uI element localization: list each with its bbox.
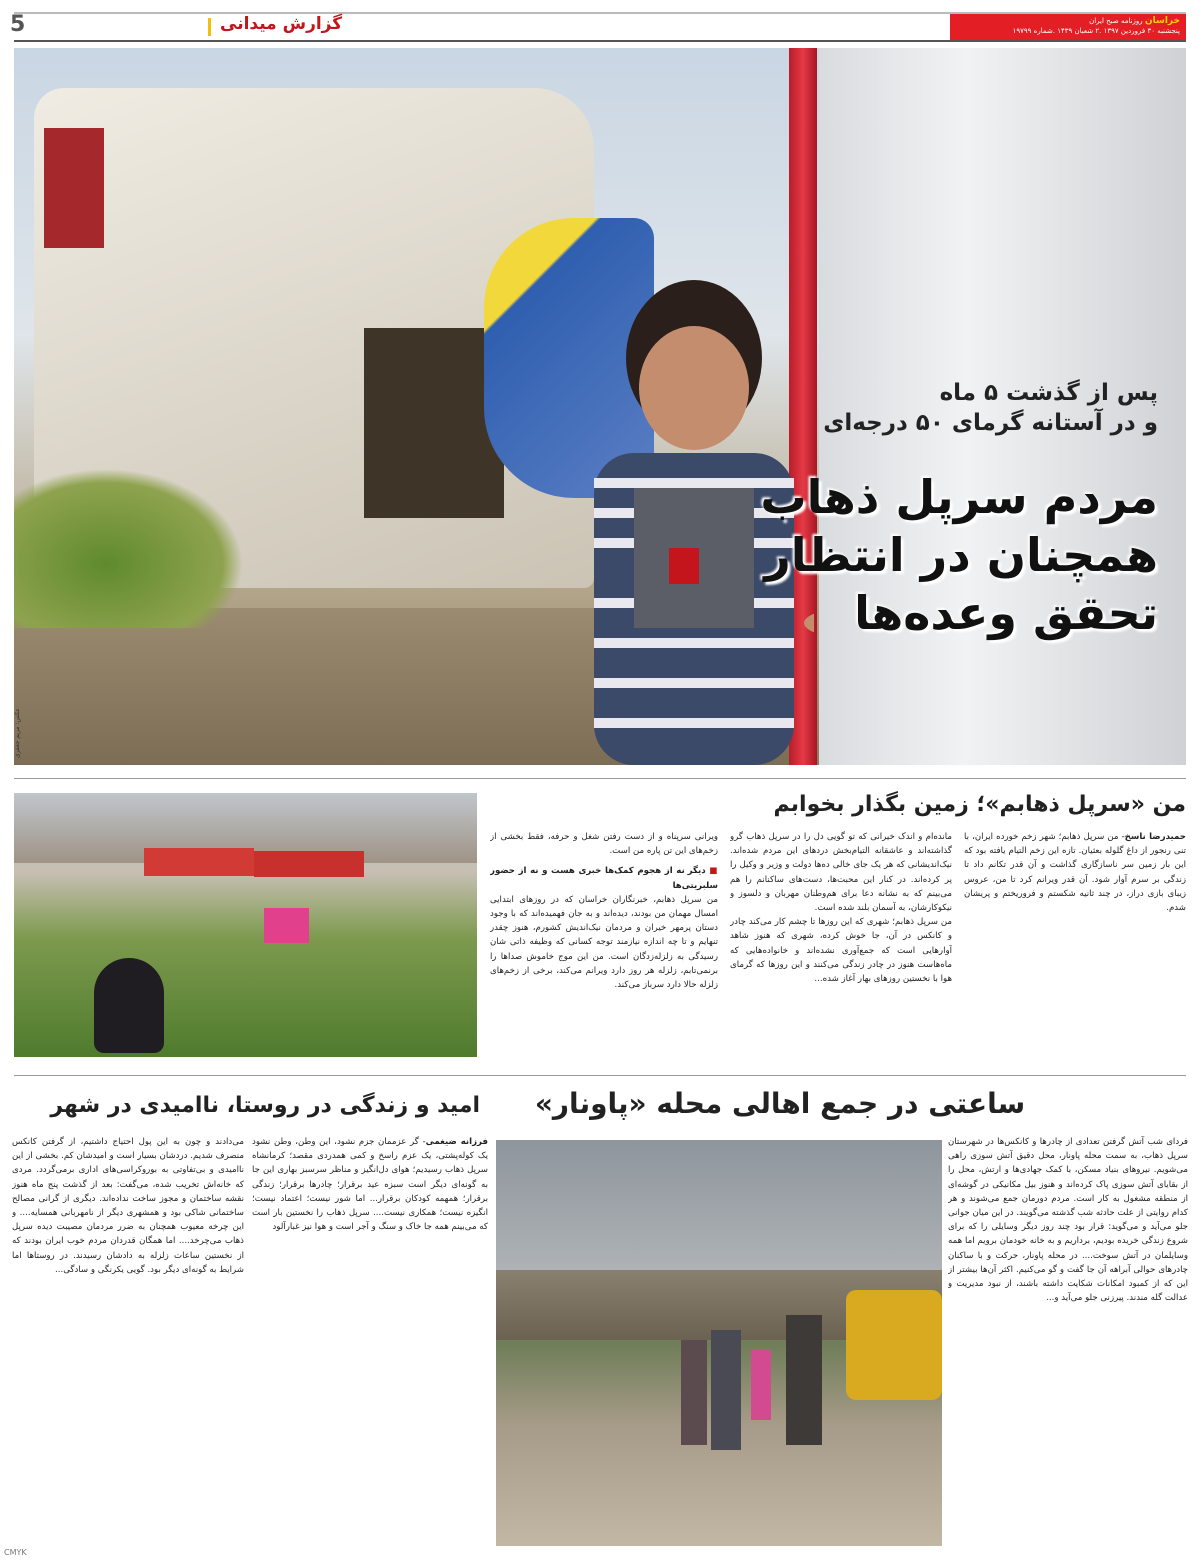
story-photo-neighborhood	[496, 1140, 942, 1546]
red-container	[254, 851, 364, 877]
byline: فرزانه ضیغمی	[425, 1137, 488, 1147]
story-photo-containers	[14, 793, 477, 1057]
column-text: ویرانی سرپناه و از دست رفتن شغل و حرفه، فقط بخشی از زخم‌های این تن پاره من است.	[490, 832, 718, 857]
byline: حمیدرضا ناسخ	[1124, 832, 1186, 842]
hero-kicker	[823, 378, 1158, 438]
grass	[14, 468, 244, 628]
hero-photo	[14, 48, 1186, 765]
red-container	[144, 848, 254, 876]
column-text: فردای شب آتش گرفتن تعدادی از چادرها و کانکس‌ها در شهرستان سرپل ذهاب، به سمت محله پاونار، محل دقیق آتش سوزی راهی می‌شویم. نیروهای بنیاد مسکن، با کمک جهادی‌ها و ارتش، محل را از بقایای آتش سوزی پاک کرده‌اند و هنوز بیل مکانیکی در گوشه‌ای از منطقه مشغول به کار است. مردم دورمان جمع می‌شوند و هر کدام روایتی از علت حادثه شب گذشته می‌گویند. در این میان جوانی جلو می‌آید و می‌گوید: قرار بود چند روز دیگر وسایلی را که برای شروع زندگی خریده بودیم، برداریم و به خانه خودمان برویم اما همه وسایلمان در آتش سوخت.... در محله پاونار، حرکت و با ساکنان چادرهای حوالی آبراهه آن جا گفت و گو می‌کنیم. اکثر آن‌ها بیشتر از این که از کمبود امکانات شکایت داشته باشند، از نبود مدیریت و عدالت گله مندند. پیرزنی جلو می‌آید و...	[948, 1137, 1188, 1304]
column-text: مانده‌ام و اندک خیرانی که تو گویی دل را در سرپل ذهاب گرو گذاشته‌اند و عاشقانه التیام‌بخش دردهای این مردم شده‌اند. نیک‌اندیشانی که هر یک جای خالی ده‌ها دولت و وزیر و وکیل را پر کرده‌اند. در کنار این محبت‌ها، دست‌های ساکنانم را هم می‌بینم که به نشانه دعا برای هم‌وطنان مهربان و دلسوز و نیکوکارشان، به آسمان بلند شده است.	[730, 832, 952, 914]
story-column	[490, 830, 718, 1060]
bulldozer	[846, 1290, 942, 1400]
story-headline: من «سرپل ذهابم»؛ زمین بگذار بخوابم	[773, 792, 1186, 817]
page-number: 5	[10, 12, 26, 37]
column-text: من سرپل ذهابم، خبرنگاران خراسان که در روزهای ابتدایی امسال مهمان من بودند، دیده‌اند و به جان فهمیده‌اند که با وجود دستان پرمهر خیران و مردمان نیک‌اندیش کشورم، هنوز چقدر تنهایم و تا چه اندازه نیازمند توجه کسانی که وظیفه ذاتی شان رسیدگی به زلزله‌زدگان است. من این موج خاموش صداها را برنمی‌تابم، زلزله هر روز دارد ویرانم می‌کند، برخی از زخم‌های زلزله حالا دارد سرباز می‌کند.	[490, 894, 718, 991]
person	[681, 1340, 707, 1445]
column-text: من سرپل ذهابم؛ شهری که این روزها تا چشم کار می‌کند چادر و کانکس در آن، جا خوش کرده، شهری که هنوز شاهد آوارهایی است که جمع‌آوری نشده‌اند و خانواده‌هایی که ماه‌هاست هنوز در چادر زندگی می‌کنند و این روزها که گرمای هوا با نخستین روزهای بهار آغاز شده...	[730, 917, 952, 985]
divider	[14, 778, 1186, 779]
hero-headline-line: مردم سرپل ذهاب	[760, 470, 1158, 524]
masthead-date: پنجشنبه ۳۰ فروردین ۱۳۹۷ .۲ شعبان ۱۴۳۹ .شماره ۱۹۷۹۹	[1012, 27, 1180, 35]
person	[711, 1330, 741, 1450]
header-bottom-rule	[14, 40, 1186, 42]
story-headline: ساعتی در جمع اهالی محله «پاونار»	[534, 1087, 1026, 1120]
seated-woman	[94, 958, 164, 1053]
story-column	[12, 1135, 244, 1545]
story-column	[964, 830, 1186, 1060]
story-column	[252, 1135, 488, 1545]
tent-doorway	[364, 328, 504, 518]
hanging-cloth	[44, 128, 104, 248]
child	[751, 1350, 771, 1420]
hero-headline	[760, 468, 1158, 642]
print-marks: CMYK	[4, 1548, 27, 1557]
story-column	[730, 830, 952, 1060]
column-text: می‌دادند و چون به این پول احتیاج داشتیم، از گرفتن کانکس منصرف شدیم. دردشان بسیار است و امیدشان کم. بخشی از این ناامیدی و بی‌تفاوتی به بوروکراسی‌های اداری برمی‌گردد. مردی که خانه‌اش تخریب شده، می‌گفت: بعد از گذشت پنج ماه هنوز نقشه ساختمان و مجوز ساخت نداده‌اند. دیگری از گرانی مصالح ساختمانی شاکی بود و همشهری دیگر از نامهربانی همسایه.... و این چرخه معیوب همچنان به ضرر مردمان مصیبت دیده سرپل ذهاب می‌چرخد.... اما همگان قدردان مردم خوب ایران بودند که از نخستین ساعات زلزله به دادشان رسیدند. در روستاها اما شرایط به گونه‌ای دیگر بود. گویی یکرنگی و سادگی...	[12, 1137, 244, 1275]
masthead-tagline: روزنامه صبح ایران	[1089, 17, 1143, 25]
story-column	[948, 1135, 1188, 1545]
hero-headline-line: همچنان در انتظار	[764, 528, 1158, 582]
divider	[14, 1075, 1186, 1076]
newspaper-masthead	[950, 14, 1186, 40]
section-title: گزارش میدانی	[220, 14, 343, 34]
person	[786, 1315, 822, 1445]
hero-headline-line: تحقق وعده‌ها	[854, 586, 1158, 640]
hero-kicker-line: و در آستانه گرمای ۵۰ درجه‌ای	[823, 410, 1158, 436]
subheading: ■ دیگر نه از هجوم کمک‌ها خبری هست و نه از حضور سلبریتی‌ها	[490, 864, 718, 892]
hero-kicker-line: پس از گذشت ۵ ماه	[939, 380, 1158, 406]
column-text: - گر عزممان جزم نشود، این وطن، وطن نشود یک کوله‌پشتی، یک عزم راسخ و کمی همدردی مقصد؛ کرمانشاه سرپل ذهاب رسیدیم؛ هوای دل‌انگیز و مناظر سرسبز بهاری این جا به گونه‌ای دیگر است سبزه عید برقرار؛ چادرها برقرار؛ زندگی برقرار؛ همهمه کودکان برقرار... اما شور نیست؛ اعتماد نیست؛ انگیزه نیست؛ همکاری نیست.... سرپل ذهاب را نخستین بار است که می‌بینم همه جا خاک و سنگ و آجر است و هوا نیز غبارآلود	[252, 1137, 488, 1233]
masthead-logo: خراسان	[1144, 16, 1180, 26]
story-headline: امید و زندگی در روستا، ناامیدی در شهر	[50, 1093, 480, 1118]
section-divider	[208, 18, 211, 36]
pink-container	[264, 908, 309, 943]
photo-credit: عکس: مریم جعفری	[14, 708, 21, 759]
column-text: - من سرپل ذهابم؛ شهر زخم خورده ایران، با تنی رنجور از داغ گلوله بعثیان. تازه این زخم التیام یافته بود که این بار زمین سر ناسازگاری گذاشت و آن قدر تکانم داد تا زندگی بر سرم آوار شود. آن قدر ویرانم کرد تا من، عروس زیبای بازی دراز، در چند ثانیه شکستم و فروریختم و پریشان شدم.	[964, 832, 1186, 914]
